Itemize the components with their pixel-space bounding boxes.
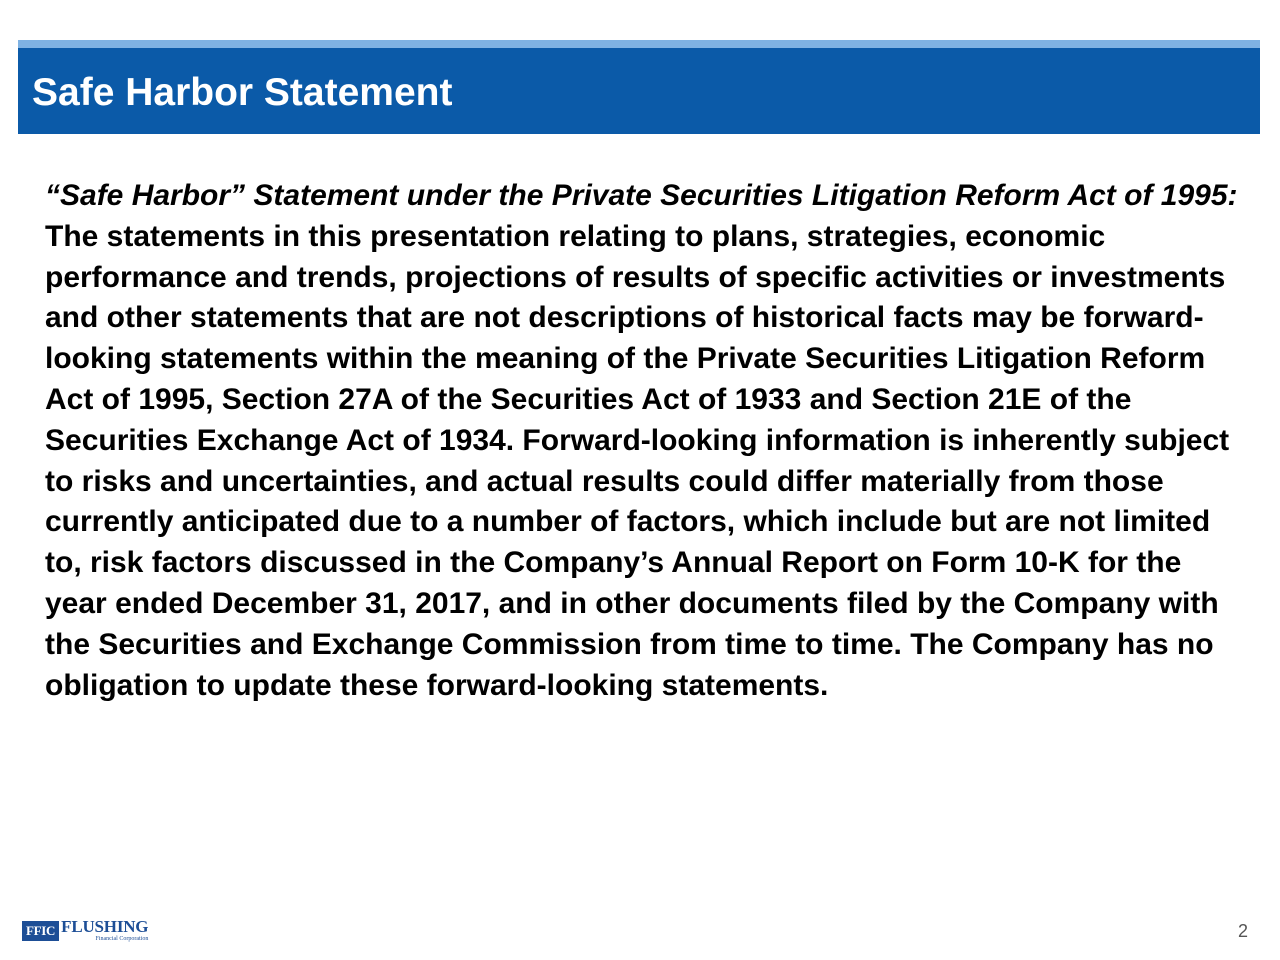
logo-abbreviation: FFIC [22,921,59,941]
logo-wordmark [61,918,148,943]
safe-harbor-body: The statements in this presentation relating to plans, strategies, economic performance and trends, projections of results of specific activities or investments and other statements that are not descriptions of historical facts may be forward-looking statements within the meaning of the Private Securities Litigation Reform Act of 1995, Section 27A of the Securities Act of 1933 and Section 21E of the Securities Exchange Act of 1934. Forward-looking information is inherently subject to risks and uncertainties, and actual results could differ materially from those currently anticipated due to a number of factors, which include but are not limited to, risk factors discussed in the Company’s Annual Report on Form 10-K for the year ended December 31, 2017, and in other documents filed by the Company with the Securities and Exchange Commission from time to time. The Company has no obligation to update these forward-looking statements. [45,219,1230,702]
logo-subtitle: Financial Corporation [95,936,149,942]
slide-title: Safe Harbor Statement [32,71,453,114]
safe-harbor-lead-in: “Safe Harbor” Statement under the Private Securities Litigation Reform Act of 1995: [45,179,1238,212]
header-accent-stripe [18,40,1260,48]
company-logo [22,918,148,944]
logo-name: FLUSHING [61,917,149,936]
page-number: 2 [1237,921,1248,941]
safe-harbor-paragraph [45,176,1240,706]
